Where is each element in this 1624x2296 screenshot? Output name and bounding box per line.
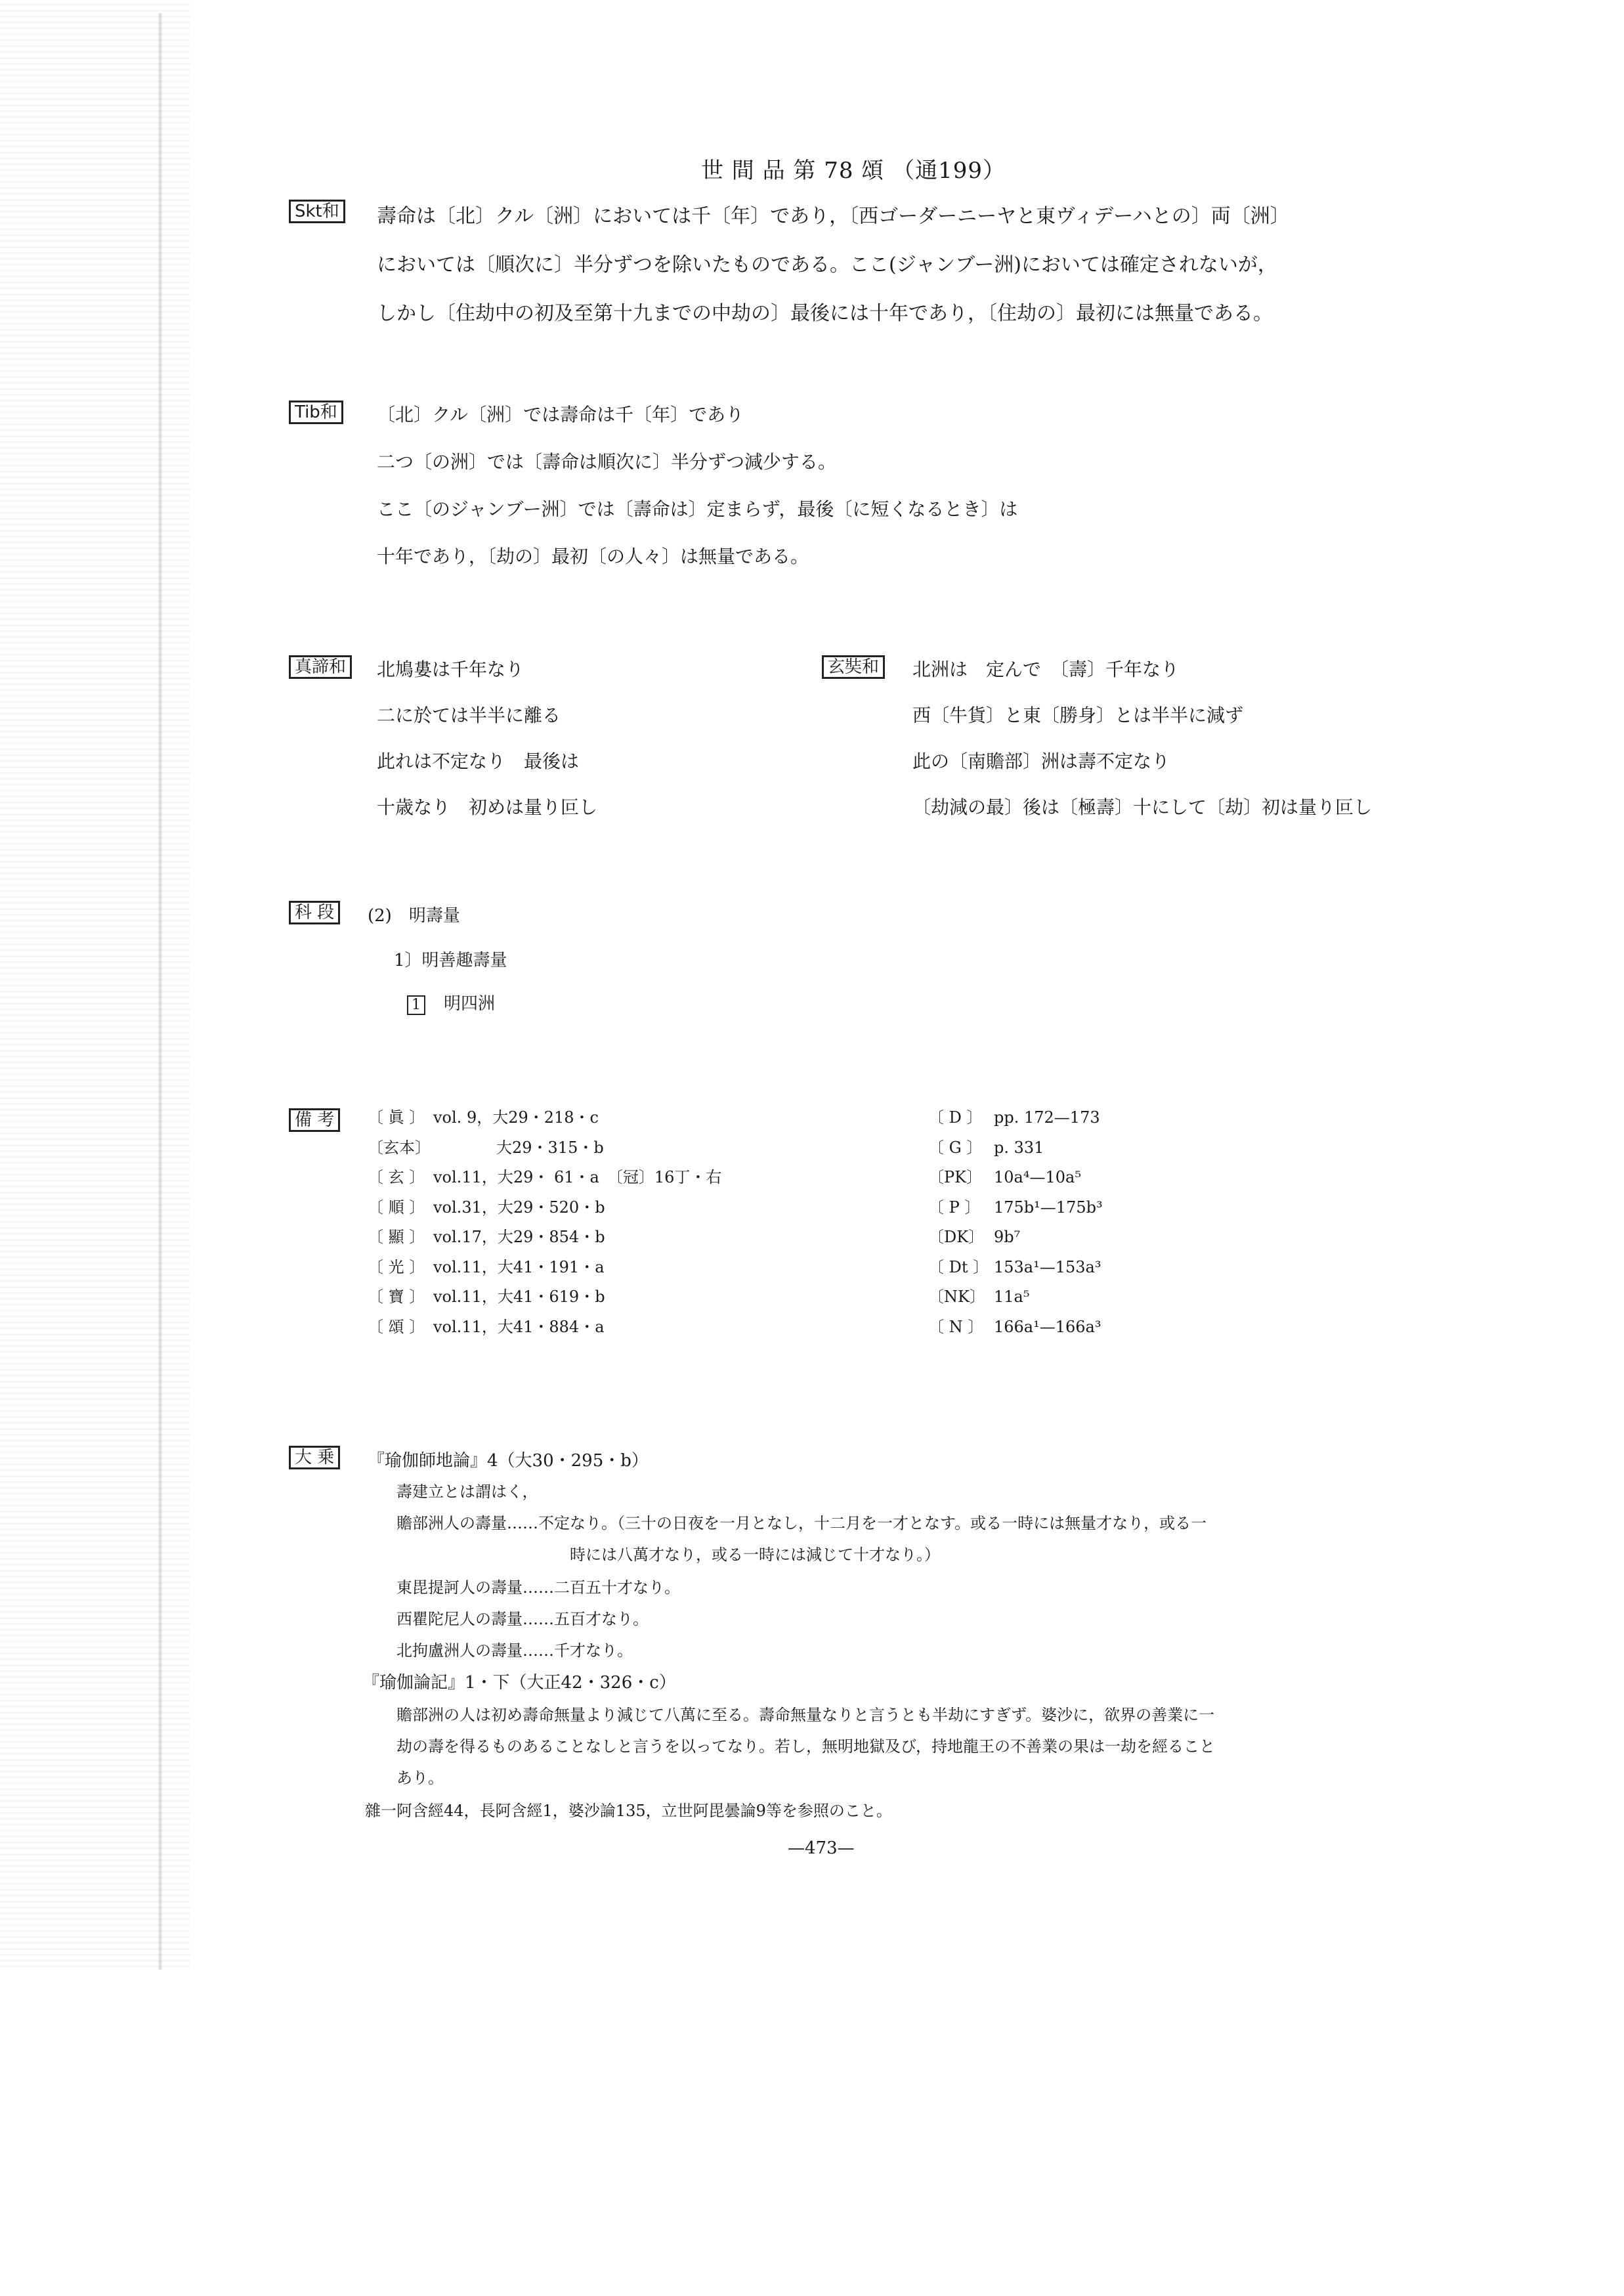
taijo-line-5: 西瞿陀尼人の壽量……五百才なり。 [396, 1610, 649, 1628]
biko-left-row: 〔 顯 〕 vol.17，大29・854・b [368, 1228, 605, 1246]
shindai-line-4: 十歳なり 初めは量り叵し [377, 796, 598, 818]
kadan-line-2: 1〕明善趣壽量 [394, 951, 507, 970]
tib-line-3: ここ〔のジャンブー洲〕では〔壽命は〕定まらず，最後〔に短くなるとき〕は [377, 498, 1018, 520]
biko-left-list [368, 1103, 721, 1342]
skt-line-1: 壽命は〔北〕クル〔洲〕においては千〔年〕であり，〔西ゴーダーニーヤと東ヴィデーハとの〕両〔洲〕 [377, 205, 1290, 228]
label-kadan: 科 段 [289, 901, 340, 924]
genjo-line-2: 西〔牛貨〕と東〔勝身〕とは半半に減ず [912, 704, 1244, 726]
biko-right-row: 〔 D 〕 pp. 172—173 [928, 1108, 1100, 1127]
taijo-line-9: 劫の壽を得るものあることなしと言うを以ってなり。若し，無明地獄及び，持地龍王の不善業の果は一劫を經ること [396, 1737, 1216, 1756]
page-title: 世 間 品 第 78 頌 （通199） [701, 158, 1006, 184]
label-genjo: 玄奘和 [822, 655, 885, 679]
kadan-line-1: (2) 明壽量 [368, 906, 460, 926]
biko-right-row: 〔 N 〕 166a¹—166a³ [928, 1317, 1101, 1336]
biko-right-row: 〔NK〕 11a⁵ [928, 1288, 1030, 1306]
taijo-line-10: あり。 [396, 1769, 444, 1787]
taijo-line-6: 北拘盧洲人の壽量……千才なり。 [396, 1641, 633, 1660]
skt-line-3: しかし〔住劫中の初及至第十九までの中劫の〕最後には十年であり，〔住劫の〕最初には無量である。 [377, 302, 1273, 325]
taijo-line-8: 贍部洲の人は初め壽命無量より減じて八萬に至る。壽命無量なりと言うとも半劫にすぎず。婆沙に，欲界の善業に一 [396, 1706, 1215, 1724]
taijo-line-4: 東毘提訶人の壽量……二百五十才なり。 [396, 1578, 680, 1597]
biko-left-row: 〔 玄 〕 vol.11，大29・ 61・a 〔冠〕16丁・右 [368, 1168, 722, 1186]
binding-line [158, 13, 163, 1970]
biko-right-row: 〔 Dt 〕 153a¹—153a³ [928, 1257, 1101, 1276]
taijo-line-2: 贍部洲人の壽量……不定なり。（三十の日夜を一月となし，十二月を一才となす。或る一時には無量才なり，或る一 [396, 1514, 1207, 1532]
label-biko: 備 考 [289, 1108, 340, 1132]
label-shindai: 真諦和 [289, 655, 352, 679]
taijo-line-11: 雜一阿含經44，長阿含經1，婆沙論135，立世阿毘曇論9等を参照のこと。 [365, 1802, 892, 1820]
genjo-line-1: 北洲は 定んで 〔壽〕千年なり [912, 659, 1180, 680]
shindai-line-2: 二に於ては半半に離る [377, 704, 561, 726]
biko-right-list [928, 1103, 1103, 1342]
biko-left-row: 〔 光 〕 vol.11，大41・191・a [368, 1257, 605, 1276]
taijo-line-7: 『瑜伽論記』1・下（大正42・326・c） [362, 1673, 676, 1693]
taijo-line-1: 壽建立とは謂はく， [396, 1483, 538, 1501]
biko-right-row: 〔 P 〕 175b¹—175b³ [928, 1198, 1103, 1217]
label-tib: Tib和 [289, 401, 343, 424]
genjo-line-4: 〔劫減の最〕後は〔極壽〕十にして〔劫〕初は量り叵し [912, 796, 1373, 818]
genjo-line-3: 此の〔南贍部〕洲は壽不定なり [912, 750, 1170, 772]
label-skt: Skt和 [289, 200, 345, 223]
biko-left-row: 〔 順 〕 vol.31，大29・520・b [368, 1198, 605, 1217]
taijo-line-0: 『瑜伽師地論』4（大30・295・b） [368, 1451, 649, 1471]
tib-line-2: 二つ〔の洲〕では〔壽命は順次に〕半分ずつ減少する。 [377, 451, 837, 473]
tib-line-1: 〔北〕クル〔洲〕では壽命は千〔年〕であり [377, 404, 744, 425]
taijo-line-3: 時には八萬才なり，或る一時には減じて十才なり。） [570, 1546, 940, 1564]
kadan-line-3-text: 明四洲 [444, 994, 496, 1014]
biko-left-row: 〔玄本〕 大29・315・b [368, 1138, 604, 1157]
biko-right-row: 〔DK〕 9b⁷ [928, 1228, 1021, 1246]
label-taijo: 大 乗 [289, 1446, 340, 1469]
tib-line-4: 十年であり，〔劫の〕最初〔の人々〕は無量である。 [377, 546, 809, 567]
biko-left-row: 〔 寶 〕 vol.11，大41・619・b [368, 1288, 605, 1306]
biko-right-row: 〔 G 〕 p. 331 [928, 1138, 1044, 1157]
shindai-line-3: 此れは不定なり 最後は [377, 750, 580, 772]
skt-line-2: においては〔順次に〕半分ずつを除いたものである。ここ(ジャンブー洲)においては確定されないが， [377, 253, 1277, 276]
kadan-box-number: 1 [407, 995, 425, 1015]
biko-left-row: 〔 眞 〕 vol. 9，大29・218・c [368, 1108, 599, 1127]
kadan-line-3 [407, 990, 495, 1015]
shindai-line-1: 北鳩婁は千年なり [377, 659, 524, 680]
biko-right-row: 〔PK〕 10a⁴—10a⁵ [928, 1168, 1081, 1186]
biko-left-row: 〔 頌 〕 vol.11，大41・884・a [368, 1317, 605, 1336]
page-number: —473— [788, 1838, 855, 1858]
